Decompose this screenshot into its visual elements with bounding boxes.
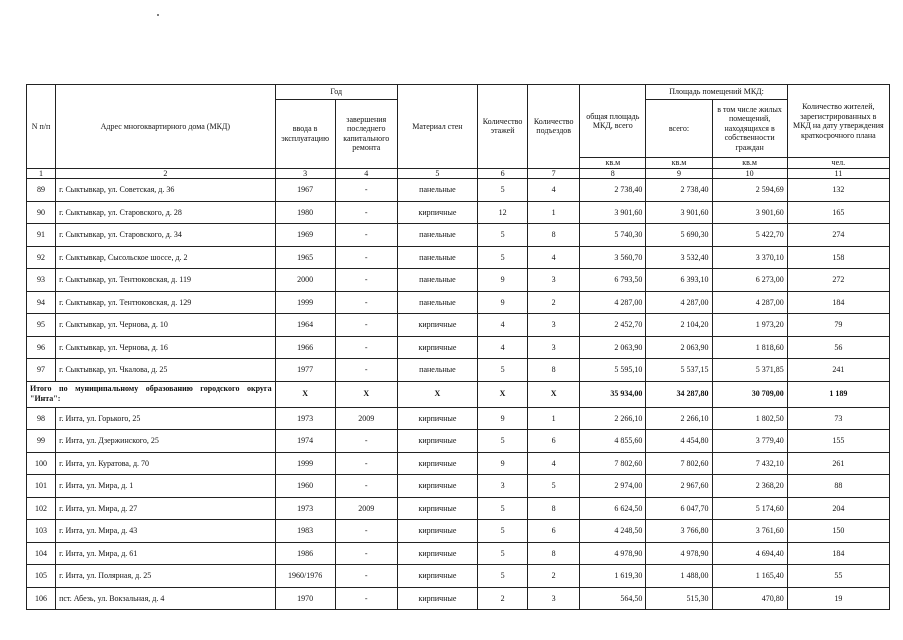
- header-total-area: общая площадь МКД, всего: [580, 85, 646, 158]
- table-row: [27, 475, 890, 498]
- cell-year-repair: -: [335, 587, 397, 610]
- cell-year-commission: 1966: [275, 336, 335, 359]
- cell-year-repair: -: [335, 224, 397, 247]
- cell-residents: 158: [787, 246, 889, 269]
- cell-floors: 5: [478, 542, 528, 565]
- cell-entrances: 4: [528, 452, 580, 475]
- cell-year-repair: -: [335, 565, 397, 588]
- table-row: [27, 430, 890, 453]
- cell-number: 100: [27, 452, 56, 475]
- cell-material: кирпичные: [397, 542, 477, 565]
- cell-total-area: 6 793,50: [580, 269, 646, 292]
- cell-area-private: 470,80: [712, 587, 787, 610]
- header-area-private: в том числе жилых помещений, находящихся в собственности граждан: [712, 100, 787, 158]
- header-entrances: Количество подъездов: [528, 85, 580, 169]
- cell-material: панельные: [397, 224, 477, 247]
- cell-floors: 5: [478, 430, 528, 453]
- cell-number: 106: [27, 587, 56, 610]
- table-row: [27, 291, 890, 314]
- cell-address: г. Инта, ул. Дзержинского, 25: [56, 430, 276, 453]
- total-floors: X: [478, 381, 528, 407]
- cell-address: г. Сыктывкар, ул. Старовского, д. 34: [56, 224, 276, 247]
- cell-number: 97: [27, 359, 56, 382]
- cell-address: г. Сыктывкар, ул. Советская, д. 36: [56, 179, 276, 202]
- cell-number: 92: [27, 246, 56, 269]
- cell-year-repair: -: [335, 201, 397, 224]
- cell-floors: 12: [478, 201, 528, 224]
- cell-number: 90: [27, 201, 56, 224]
- cell-residents: 184: [787, 291, 889, 314]
- cell-area-private: 3 370,10: [712, 246, 787, 269]
- cell-residents: 274: [787, 224, 889, 247]
- cell-address: г. Сыктывкар, ул. Чернова, д. 10: [56, 314, 276, 337]
- unit-total-area: кв.м: [580, 158, 646, 169]
- column-number-row: [27, 168, 890, 179]
- cell-number: 102: [27, 497, 56, 520]
- column-number: 3: [275, 168, 335, 179]
- cell-address: г. Сыктывкар, ул. Тентюковская, д. 129: [56, 291, 276, 314]
- cell-area-private: 5 174,60: [712, 497, 787, 520]
- column-number: 5: [397, 168, 477, 179]
- cell-area-private: 2 368,20: [712, 475, 787, 498]
- cell-year-repair: -: [335, 246, 397, 269]
- cell-year-commission: 1973: [275, 407, 335, 430]
- cell-number: 93: [27, 269, 56, 292]
- cell-area-private: 3 761,60: [712, 520, 787, 543]
- cell-floors: 5: [478, 520, 528, 543]
- cell-year-commission: 1964: [275, 314, 335, 337]
- total-area-all: 34 287,80: [646, 381, 712, 407]
- cell-address: г. Сыктывкар, ул. Тентюковская, д. 119: [56, 269, 276, 292]
- cell-area-all: 2 063,90: [646, 336, 712, 359]
- cell-floors: 9: [478, 269, 528, 292]
- cell-material: панельные: [397, 291, 477, 314]
- cell-year-repair: -: [335, 336, 397, 359]
- cell-number: 99: [27, 430, 56, 453]
- cell-year-commission: 1969: [275, 224, 335, 247]
- column-number: 8: [580, 168, 646, 179]
- cell-area-all: 3 532,40: [646, 246, 712, 269]
- total-row: [27, 381, 890, 407]
- cell-number: 89: [27, 179, 56, 202]
- cell-entrances: 3: [528, 314, 580, 337]
- cell-year-commission: 1965: [275, 246, 335, 269]
- cell-year-commission: 1980: [275, 201, 335, 224]
- header-residents: Количество жителей, зарегистрированных в МКД на дату утверждения краткосрочного плана: [787, 85, 889, 158]
- cell-floors: 5: [478, 497, 528, 520]
- cell-area-all: 2 738,40: [646, 179, 712, 202]
- table-row: [27, 224, 890, 247]
- unit-residents: чел.: [787, 158, 889, 169]
- cell-entrances: 2: [528, 291, 580, 314]
- cell-area-all: 6 047,70: [646, 497, 712, 520]
- table-row: [27, 314, 890, 337]
- cell-residents: 272: [787, 269, 889, 292]
- cell-total-area: 2 738,40: [580, 179, 646, 202]
- cell-entrances: 8: [528, 224, 580, 247]
- total-year-repair: X: [335, 381, 397, 407]
- cell-total-area: 7 802,60: [580, 452, 646, 475]
- cell-year-commission: 1974: [275, 430, 335, 453]
- cell-floors: 5: [478, 224, 528, 247]
- cell-address: г. Сыктывкар, ул. Чернова, д. 16: [56, 336, 276, 359]
- header-year-repair: завершения последнего капитального ремонта: [335, 100, 397, 169]
- header-material: Материал стен: [397, 85, 477, 169]
- cell-floors: 4: [478, 336, 528, 359]
- cell-total-area: 2 266,10: [580, 407, 646, 430]
- cell-entrances: 1: [528, 201, 580, 224]
- table-row: [27, 246, 890, 269]
- cell-entrances: 1: [528, 407, 580, 430]
- cell-area-all: 4 287,00: [646, 291, 712, 314]
- cell-address: пст. Абезь, ул. Вокзальная, д. 4: [56, 587, 276, 610]
- cell-year-commission: 1973: [275, 497, 335, 520]
- cell-residents: 184: [787, 542, 889, 565]
- cell-area-all: 4 978,90: [646, 542, 712, 565]
- unit-area-all: кв.м: [646, 158, 712, 169]
- cell-floors: 5: [478, 565, 528, 588]
- cell-residents: 56: [787, 336, 889, 359]
- unit-area-private: кв.м: [712, 158, 787, 169]
- cell-entrances: 3: [528, 336, 580, 359]
- table-row: [27, 201, 890, 224]
- header-n: N п/п: [27, 85, 56, 169]
- cell-entrances: 8: [528, 359, 580, 382]
- cell-material: кирпичные: [397, 336, 477, 359]
- cell-address: г. Сыктывкар, ул. Чкалова, д. 25: [56, 359, 276, 382]
- cell-entrances: 3: [528, 269, 580, 292]
- cell-material: панельные: [397, 269, 477, 292]
- cell-material: панельные: [397, 179, 477, 202]
- cell-area-all: 6 393,10: [646, 269, 712, 292]
- cell-material: кирпичные: [397, 430, 477, 453]
- cell-entrances: 3: [528, 587, 580, 610]
- cell-year-commission: 1977: [275, 359, 335, 382]
- cell-address: г. Сыктывкар, ул. Старовского, д. 28: [56, 201, 276, 224]
- table-row: [27, 452, 890, 475]
- cell-year-commission: 1999: [275, 452, 335, 475]
- cell-year-repair: -: [335, 520, 397, 543]
- cell-total-area: 4 287,00: [580, 291, 646, 314]
- cell-area-private: 4 287,00: [712, 291, 787, 314]
- cell-address: г. Инта, ул. Мира, д. 43: [56, 520, 276, 543]
- scan-speck: [157, 14, 159, 16]
- cell-area-all: 3 766,80: [646, 520, 712, 543]
- total-entrances: X: [528, 381, 580, 407]
- header-year: Год: [275, 85, 397, 100]
- cell-year-commission: 1999: [275, 291, 335, 314]
- cell-material: кирпичные: [397, 587, 477, 610]
- cell-residents: 261: [787, 452, 889, 475]
- header-area-all: всего:: [646, 100, 712, 158]
- cell-year-commission: 1967: [275, 179, 335, 202]
- cell-number: 98: [27, 407, 56, 430]
- cell-area-all: 4 454,80: [646, 430, 712, 453]
- cell-entrances: 2: [528, 565, 580, 588]
- cell-floors: 9: [478, 291, 528, 314]
- cell-material: кирпичные: [397, 565, 477, 588]
- column-number: 6: [478, 168, 528, 179]
- header-area-group: Площадь помещений МКД:: [646, 85, 787, 100]
- cell-total-area: 5 595,10: [580, 359, 646, 382]
- cell-address: г. Инта, ул. Мира, д. 1: [56, 475, 276, 498]
- cell-year-repair: -: [335, 179, 397, 202]
- cell-floors: 5: [478, 359, 528, 382]
- cell-total-area: 5 740,30: [580, 224, 646, 247]
- cell-area-all: 2 967,60: [646, 475, 712, 498]
- cell-area-private: 1 802,50: [712, 407, 787, 430]
- cell-year-repair: -: [335, 430, 397, 453]
- cell-number: 94: [27, 291, 56, 314]
- cell-address: г. Инта, ул. Полярная, д. 25: [56, 565, 276, 588]
- header-year-commission: ввода в эксплуатацию: [275, 100, 335, 169]
- cell-area-all: 7 802,60: [646, 452, 712, 475]
- cell-material: кирпичные: [397, 497, 477, 520]
- cell-year-commission: 1970: [275, 587, 335, 610]
- cell-area-private: 5 371,85: [712, 359, 787, 382]
- total-year-commission: X: [275, 381, 335, 407]
- cell-address: г. Инта, ул. Мира, д. 27: [56, 497, 276, 520]
- cell-year-repair: 2009: [335, 497, 397, 520]
- cell-material: кирпичные: [397, 407, 477, 430]
- cell-address: г. Инта, ул. Мира, д. 61: [56, 542, 276, 565]
- cell-residents: 19: [787, 587, 889, 610]
- cell-year-commission: 1960: [275, 475, 335, 498]
- cell-residents: 55: [787, 565, 889, 588]
- table-row: [27, 565, 890, 588]
- cell-number: 103: [27, 520, 56, 543]
- column-number: 1: [27, 168, 56, 179]
- cell-residents: 155: [787, 430, 889, 453]
- header-address: Адрес многоквартирного дома (МКД): [56, 85, 276, 169]
- table-row: [27, 587, 890, 610]
- cell-total-area: 3 560,70: [580, 246, 646, 269]
- cell-area-private: 1 165,40: [712, 565, 787, 588]
- cell-number: 101: [27, 475, 56, 498]
- cell-area-all: 2 104,20: [646, 314, 712, 337]
- cell-entrances: 4: [528, 179, 580, 202]
- cell-floors: 9: [478, 452, 528, 475]
- cell-address: г. Сыктывкар, Сысольское шоссе, д. 2: [56, 246, 276, 269]
- cell-year-repair: -: [335, 291, 397, 314]
- cell-year-commission: 1983: [275, 520, 335, 543]
- cell-area-all: 2 266,10: [646, 407, 712, 430]
- cell-area-all: 1 488,00: [646, 565, 712, 588]
- cell-entrances: 4: [528, 246, 580, 269]
- cell-area-private: 3 901,60: [712, 201, 787, 224]
- cell-year-repair: -: [335, 452, 397, 475]
- cell-number: 96: [27, 336, 56, 359]
- housing-register-table: [26, 84, 890, 610]
- cell-residents: 73: [787, 407, 889, 430]
- cell-area-private: 1 973,20: [712, 314, 787, 337]
- cell-floors: 9: [478, 407, 528, 430]
- cell-area-private: 7 432,10: [712, 452, 787, 475]
- table-row: [27, 542, 890, 565]
- table-row: [27, 497, 890, 520]
- cell-residents: 79: [787, 314, 889, 337]
- cell-entrances: 8: [528, 497, 580, 520]
- cell-total-area: 2 974,00: [580, 475, 646, 498]
- cell-floors: 2: [478, 587, 528, 610]
- cell-year-commission: 1986: [275, 542, 335, 565]
- cell-total-area: 1 619,30: [580, 565, 646, 588]
- cell-total-area: 564,50: [580, 587, 646, 610]
- cell-entrances: 8: [528, 542, 580, 565]
- cell-year-commission: 1960/1976: [275, 565, 335, 588]
- cell-address: г. Инта, ул. Горького, 25: [56, 407, 276, 430]
- cell-material: кирпичные: [397, 520, 477, 543]
- cell-total-area: 2 063,90: [580, 336, 646, 359]
- cell-area-all: 3 901,60: [646, 201, 712, 224]
- cell-area-private: 4 694,40: [712, 542, 787, 565]
- cell-floors: 5: [478, 179, 528, 202]
- cell-residents: 150: [787, 520, 889, 543]
- table-row: [27, 359, 890, 382]
- total-label: Итого по муниципальному образованию городского округа "Инта":: [27, 381, 276, 407]
- cell-area-all: 5 690,30: [646, 224, 712, 247]
- cell-floors: 3: [478, 475, 528, 498]
- total-area-private: 30 709,00: [712, 381, 787, 407]
- column-number: 11: [787, 168, 889, 179]
- cell-residents: 241: [787, 359, 889, 382]
- cell-total-area: 4 978,90: [580, 542, 646, 565]
- column-number: 10: [712, 168, 787, 179]
- cell-material: кирпичные: [397, 452, 477, 475]
- cell-number: 104: [27, 542, 56, 565]
- total-material: X: [397, 381, 477, 407]
- cell-residents: 165: [787, 201, 889, 224]
- cell-year-repair: -: [335, 542, 397, 565]
- cell-total-area: 2 452,70: [580, 314, 646, 337]
- table-row: [27, 179, 890, 202]
- cell-number: 95: [27, 314, 56, 337]
- cell-number: 105: [27, 565, 56, 588]
- cell-floors: 4: [478, 314, 528, 337]
- cell-year-repair: -: [335, 314, 397, 337]
- cell-address: г. Инта, ул. Куратова, д. 70: [56, 452, 276, 475]
- cell-area-all: 5 537,15: [646, 359, 712, 382]
- cell-entrances: 6: [528, 430, 580, 453]
- table-row: [27, 269, 890, 292]
- cell-entrances: 6: [528, 520, 580, 543]
- cell-area-private: 2 594,69: [712, 179, 787, 202]
- cell-total-area: 3 901,60: [580, 201, 646, 224]
- cell-material: кирпичные: [397, 201, 477, 224]
- cell-area-all: 515,30: [646, 587, 712, 610]
- cell-year-commission: 2000: [275, 269, 335, 292]
- cell-total-area: 4 855,60: [580, 430, 646, 453]
- total-total-area: 35 934,00: [580, 381, 646, 407]
- cell-year-repair: -: [335, 269, 397, 292]
- cell-area-private: 1 818,60: [712, 336, 787, 359]
- column-number: 4: [335, 168, 397, 179]
- cell-year-repair: -: [335, 359, 397, 382]
- cell-number: 91: [27, 224, 56, 247]
- column-number: 9: [646, 168, 712, 179]
- cell-year-repair: -: [335, 475, 397, 498]
- cell-entrances: 5: [528, 475, 580, 498]
- table-row: [27, 336, 890, 359]
- column-number: 2: [56, 168, 276, 179]
- table-row: [27, 407, 890, 430]
- cell-material: кирпичные: [397, 475, 477, 498]
- header-floors: Количество этажей: [478, 85, 528, 169]
- total-residents: 1 189: [787, 381, 889, 407]
- column-number: 7: [528, 168, 580, 179]
- cell-total-area: 6 624,50: [580, 497, 646, 520]
- cell-year-repair: 2009: [335, 407, 397, 430]
- cell-material: кирпичные: [397, 314, 477, 337]
- cell-residents: 204: [787, 497, 889, 520]
- cell-area-private: 5 422,70: [712, 224, 787, 247]
- cell-total-area: 4 248,50: [580, 520, 646, 543]
- cell-area-private: 3 779,40: [712, 430, 787, 453]
- cell-area-private: 6 273,00: [712, 269, 787, 292]
- table-row: [27, 520, 890, 543]
- cell-residents: 132: [787, 179, 889, 202]
- cell-material: панельные: [397, 246, 477, 269]
- cell-floors: 5: [478, 246, 528, 269]
- cell-material: панельные: [397, 359, 477, 382]
- cell-residents: 88: [787, 475, 889, 498]
